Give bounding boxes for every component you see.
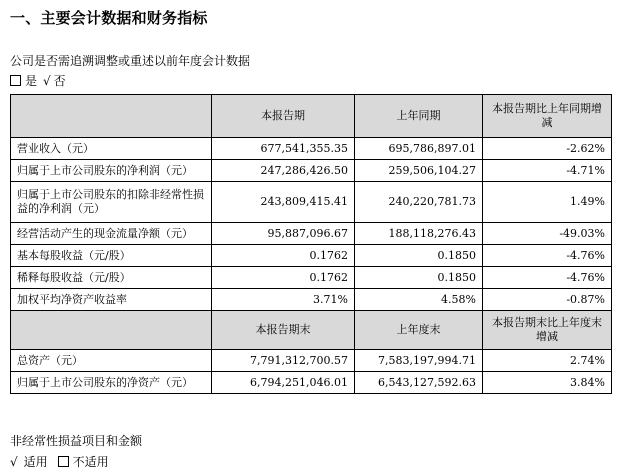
change-value: -4.76% <box>483 245 612 267</box>
restate-question: 公司是否需追溯调整或重述以前年度会计数据 <box>10 54 251 68</box>
table-row <box>11 350 612 372</box>
prior-value: 188,118,276.43 <box>355 223 483 245</box>
applicable-options <box>10 453 109 470</box>
table-row <box>11 223 612 245</box>
header-cell: 本报告期 <box>212 95 355 138</box>
section-title: 一、主要会计数据和财务指标 <box>10 9 208 27</box>
header-cell: 上年同期 <box>355 95 483 138</box>
current-value: 0.1762 <box>212 267 355 289</box>
table-row <box>11 182 612 223</box>
table-header-row <box>11 95 612 138</box>
current-value: 95,887,096.67 <box>212 223 355 245</box>
change-value: -2.62% <box>483 138 612 160</box>
row-label: 归属于上市公司股东的净利润（元） <box>11 160 212 182</box>
current-value: 243,809,415.41 <box>212 182 355 223</box>
check-mark-icon[interactable]: √ <box>43 73 51 88</box>
prior-value: 259,506,104.27 <box>355 160 483 182</box>
option-no: 否 <box>53 74 66 88</box>
row-label: 总资产（元） <box>11 350 212 372</box>
row-label: 基本每股收益（元/股） <box>11 245 212 267</box>
header-cell <box>11 311 212 350</box>
prior-value: 695,786,897.01 <box>355 138 483 160</box>
prior-value: 4.58% <box>355 289 483 311</box>
change-value: -49.03% <box>483 223 612 245</box>
prior-value: 0.1850 <box>355 267 483 289</box>
prior-value: 240,220,781.73 <box>355 182 483 223</box>
table-row <box>11 289 612 311</box>
row-label: 营业收入（元） <box>11 138 212 160</box>
table-row <box>11 138 612 160</box>
current-value: 247,286,426.50 <box>212 160 355 182</box>
prior-value: 0.1850 <box>355 245 483 267</box>
current-value: 7,791,312,700.57 <box>212 350 355 372</box>
current-value: 0.1762 <box>212 245 355 267</box>
table-row <box>11 245 612 267</box>
header-cell: 本报告期末 <box>212 311 355 350</box>
checkbox-empty-icon[interactable] <box>10 75 21 86</box>
change-value: -4.76% <box>483 267 612 289</box>
checkbox-empty-icon[interactable] <box>58 456 69 467</box>
header-cell: 本报告期比上年同期增减 <box>483 95 612 138</box>
option-applicable: 适用 <box>23 455 48 469</box>
change-value: -4.71% <box>483 160 612 182</box>
change-value: 2.74% <box>483 350 612 372</box>
change-value: -0.87% <box>483 289 612 311</box>
change-value: 1.49% <box>483 182 612 223</box>
nonrecurring-title: 非经常性损益项目和金额 <box>10 434 143 448</box>
option-yes: 是 <box>25 74 38 88</box>
prior-value: 7,583,197,994.71 <box>355 350 483 372</box>
header-cell: 上年度末 <box>355 311 483 350</box>
row-label: 经营活动产生的现金流量净额（元） <box>11 223 212 245</box>
table-row <box>11 267 612 289</box>
restate-options <box>10 72 66 89</box>
table-row <box>11 372 612 394</box>
row-label: 加权平均净资产收益率 <box>11 289 212 311</box>
row-label: 归属于上市公司股东的净资产（元） <box>11 372 212 394</box>
financial-data-table <box>10 94 612 394</box>
row-label: 归属于上市公司股东的扣除非经常性损益的净利润（元） <box>11 182 212 223</box>
row-label: 稀释每股收益（元/股） <box>11 267 212 289</box>
current-value: 3.71% <box>212 289 355 311</box>
current-value: 677,541,355.35 <box>212 138 355 160</box>
prior-value: 6,543,127,592.63 <box>355 372 483 394</box>
table-header-row <box>11 311 612 350</box>
check-mark-icon[interactable]: √ <box>10 454 18 469</box>
option-not-applicable: 不适用 <box>72 455 109 469</box>
current-value: 6,794,251,046.01 <box>212 372 355 394</box>
change-value: 3.84% <box>483 372 612 394</box>
table-row <box>11 160 612 182</box>
header-cell: 本报告期末比上年度末增减 <box>483 311 612 350</box>
header-cell <box>11 95 212 138</box>
